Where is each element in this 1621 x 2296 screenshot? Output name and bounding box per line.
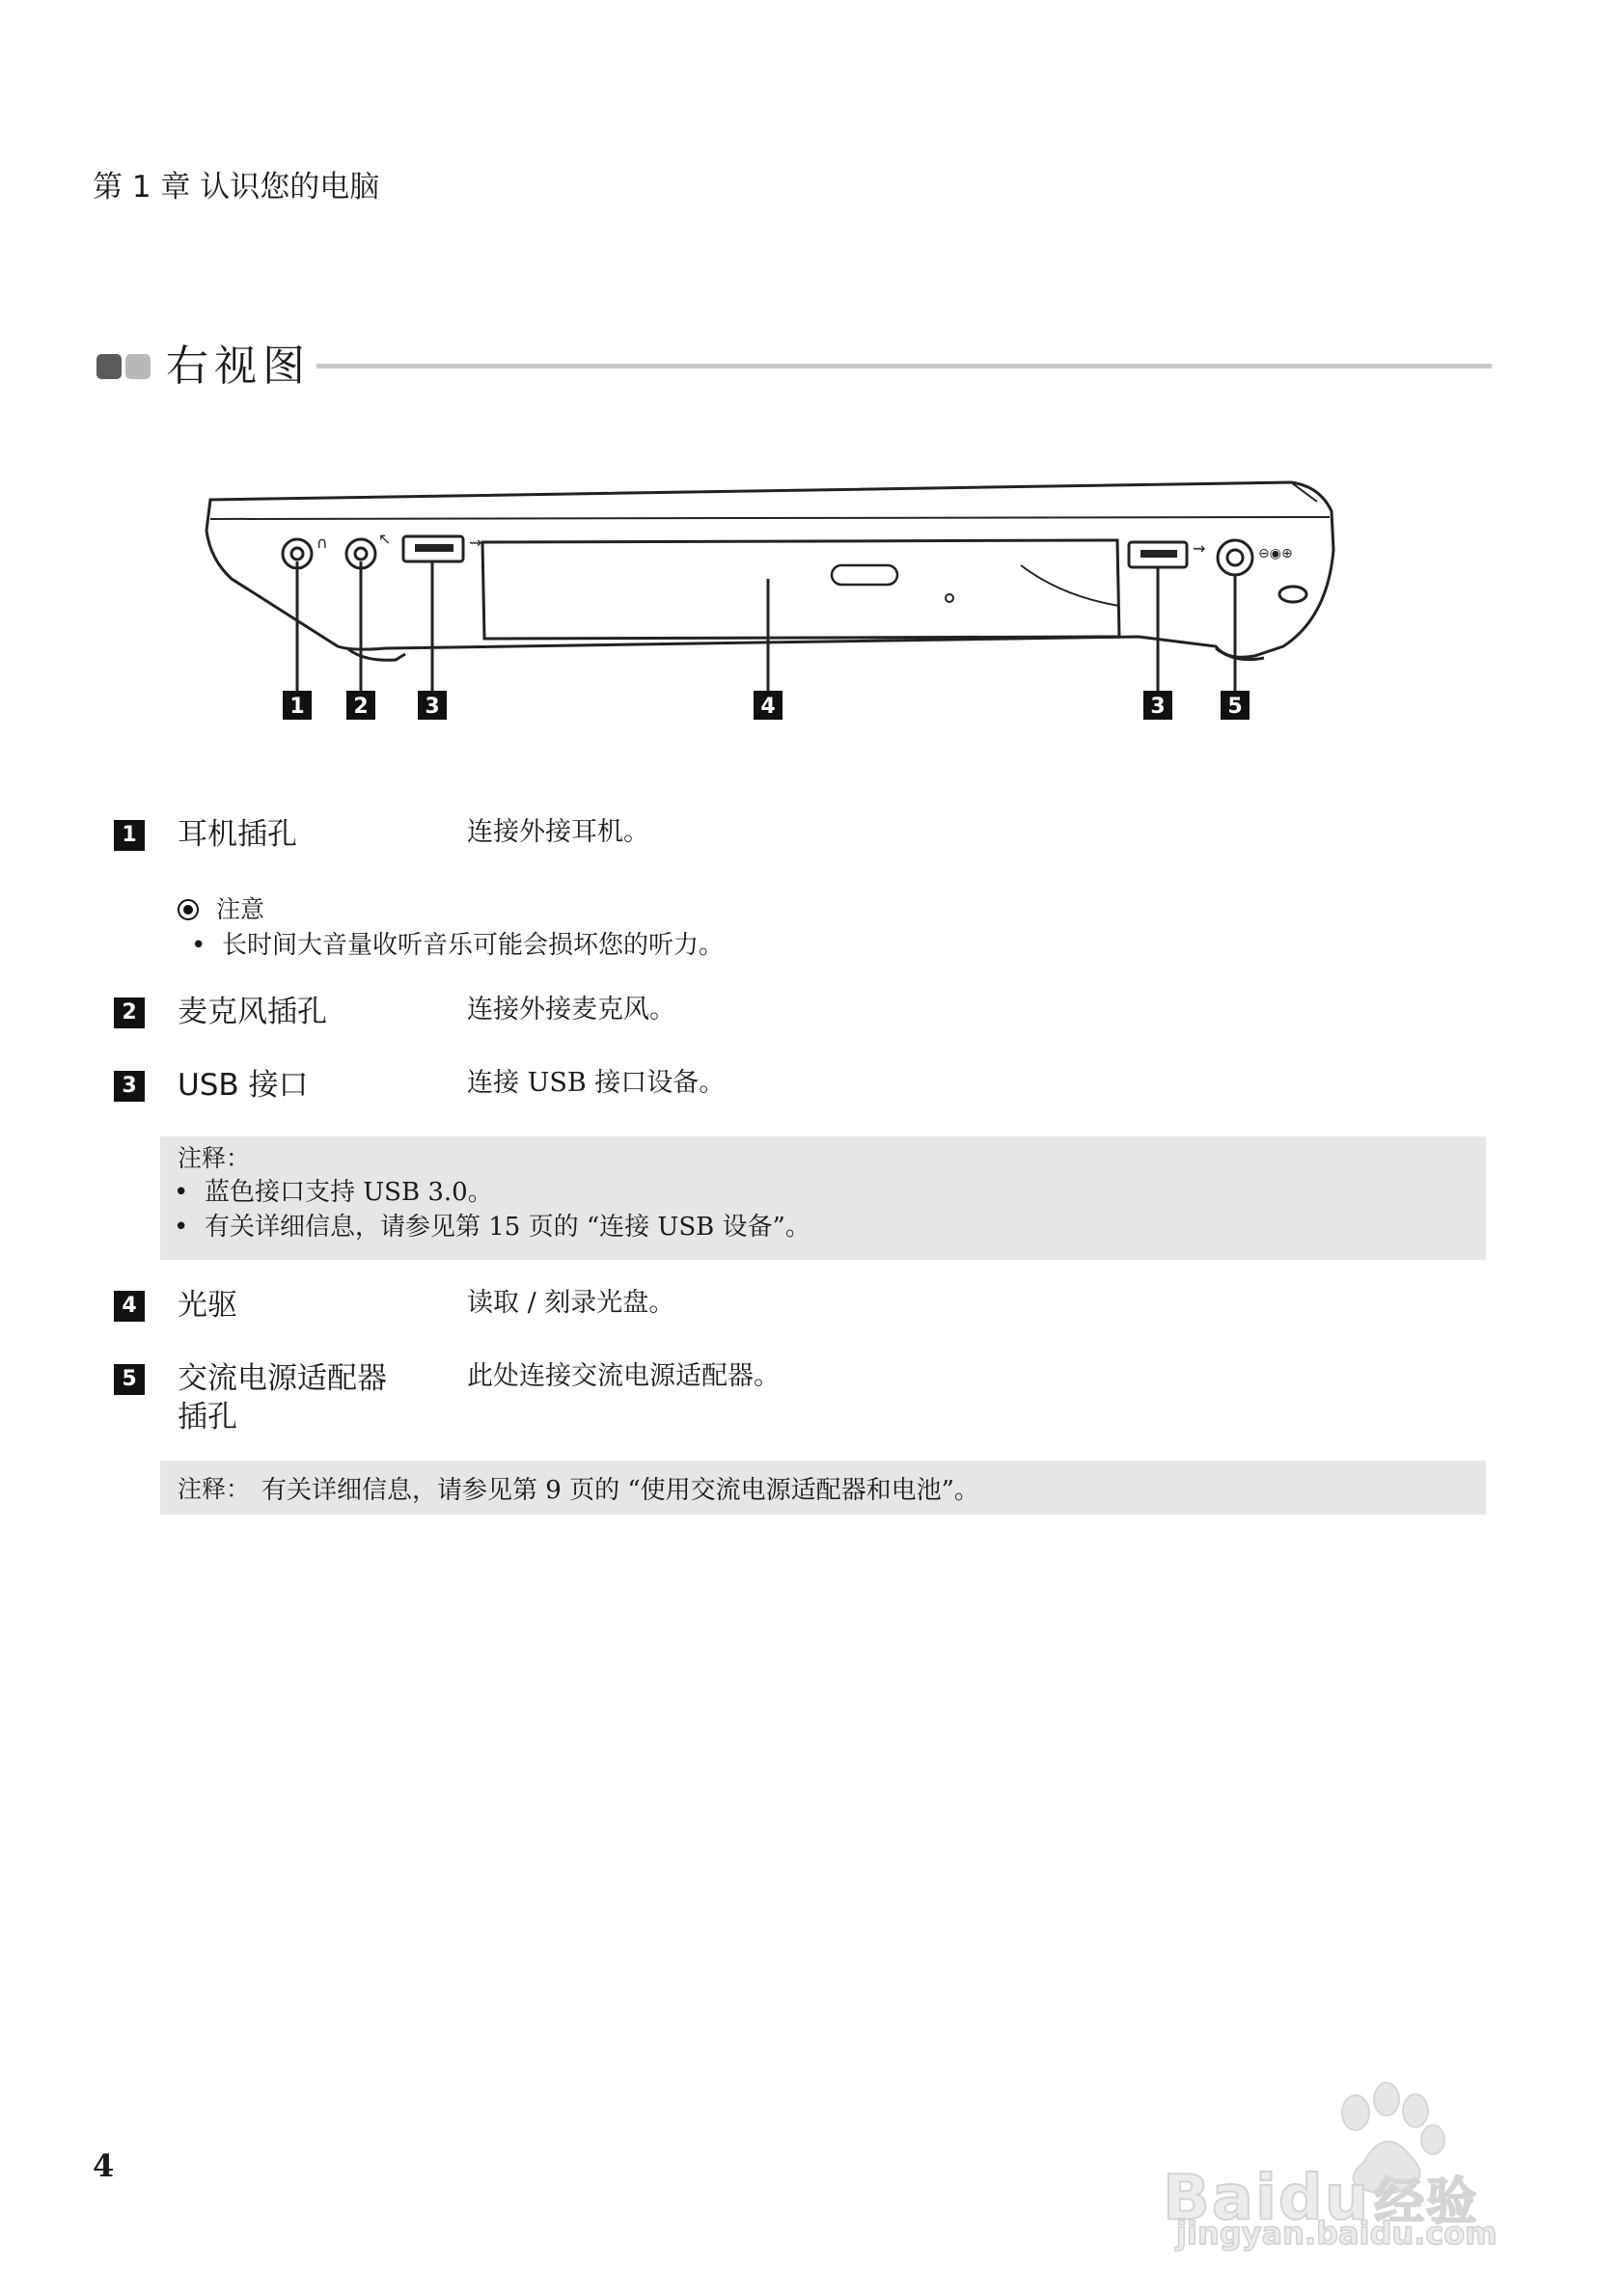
callout-badge-5 xyxy=(1221,691,1250,720)
note-text: 有关详细信息，请参见第 9 页的 “使用交流电源适配器和电池”。 xyxy=(261,1475,979,1505)
item-description: 连接外接耳机。 xyxy=(467,817,649,847)
callout-label: 3 xyxy=(425,695,440,719)
caution-title-text: 注意 xyxy=(216,895,265,923)
item-number-badge: 3 xyxy=(114,1071,145,1102)
item-description: 读取 / 刻录光盘。 xyxy=(467,1288,675,1318)
callout-badge-3 xyxy=(418,691,447,720)
page-number: 4 xyxy=(93,2147,115,2184)
optical-drive-tray xyxy=(482,540,1119,639)
item-term: USB 接口 xyxy=(178,1068,309,1103)
laptop-body-outline xyxy=(206,482,1333,657)
baidu-jingyan-watermark xyxy=(1153,2055,1539,2252)
item-number-badge: 1 xyxy=(114,820,145,851)
caution-note xyxy=(178,891,724,963)
callout-label: 3 xyxy=(1150,695,1166,719)
callout-badge-3 xyxy=(1143,691,1172,720)
callout-label: 5 xyxy=(1227,695,1243,719)
callout-badge-2 xyxy=(346,691,375,720)
watermark-url: jingyan.baidu.com xyxy=(1176,2215,1497,2252)
note-label: 注释： xyxy=(178,1475,251,1503)
chapter-header: 第 1 章 认识您的电脑 xyxy=(93,170,380,205)
section-marker-light xyxy=(125,354,151,379)
caution-icon xyxy=(178,899,199,920)
watermark-du: du xyxy=(1278,2163,1371,2234)
callout-badge-1 xyxy=(283,691,312,720)
item-term-line1: 交流电源适配器 xyxy=(178,1361,387,1396)
microphone-icon: ↖ xyxy=(378,530,392,548)
item-term: 光驱 xyxy=(178,1288,237,1323)
laptop-right-side-diagram xyxy=(193,473,1389,743)
note-bullet: • 蓝色接口支持 USB 3.0。 xyxy=(160,1175,1469,1210)
section-rule xyxy=(316,364,1492,369)
item-description: 连接 USB 接口设备。 xyxy=(467,1068,726,1098)
item-term: 麦克风插孔 xyxy=(178,995,327,1029)
callout-label: 1 xyxy=(289,695,305,719)
callout-label: 4 xyxy=(760,695,776,719)
ac-note-box xyxy=(160,1461,1486,1515)
dc-in-jack xyxy=(1218,540,1252,575)
usb-icon: ⇝ xyxy=(1193,539,1206,558)
item-number-badge: 2 xyxy=(114,998,145,1028)
dc-power-icon: ⊖◉⊕ xyxy=(1258,546,1293,561)
item-description: 连接外接麦克风。 xyxy=(467,995,675,1025)
note-bullet: • 有关详细信息，请参见第 15 页的 “连接 USB 设备”。 xyxy=(160,1210,1469,1244)
item-term: 耳机插孔 xyxy=(178,817,297,852)
item-term-line2: 插孔 xyxy=(178,1400,237,1435)
headphone-icon: ∩ xyxy=(316,533,328,552)
caution-title xyxy=(178,891,724,928)
callout-label: 2 xyxy=(353,695,369,719)
section-heading xyxy=(93,338,1492,396)
item-number-badge: 4 xyxy=(114,1291,145,1322)
section-marker-dark xyxy=(96,354,122,379)
item-number-badge: 5 xyxy=(114,1364,145,1395)
watermark-jingyan: 经验 xyxy=(1374,2173,1479,2231)
usb-note-box xyxy=(160,1136,1486,1260)
note-label: 注释： xyxy=(178,1144,251,1172)
callout-badges xyxy=(283,691,1250,720)
watermark-bai: Bai xyxy=(1163,2163,1278,2234)
caution-bullet: • 长时间大音量收听音乐可能会损坏您的听力。 xyxy=(178,928,724,963)
item-description: 此处连接交流电源适配器。 xyxy=(467,1361,780,1391)
callout-badge-4 xyxy=(754,691,783,720)
usb-icon: ⇝ xyxy=(469,533,482,552)
section-title: 右视图 xyxy=(166,342,311,391)
